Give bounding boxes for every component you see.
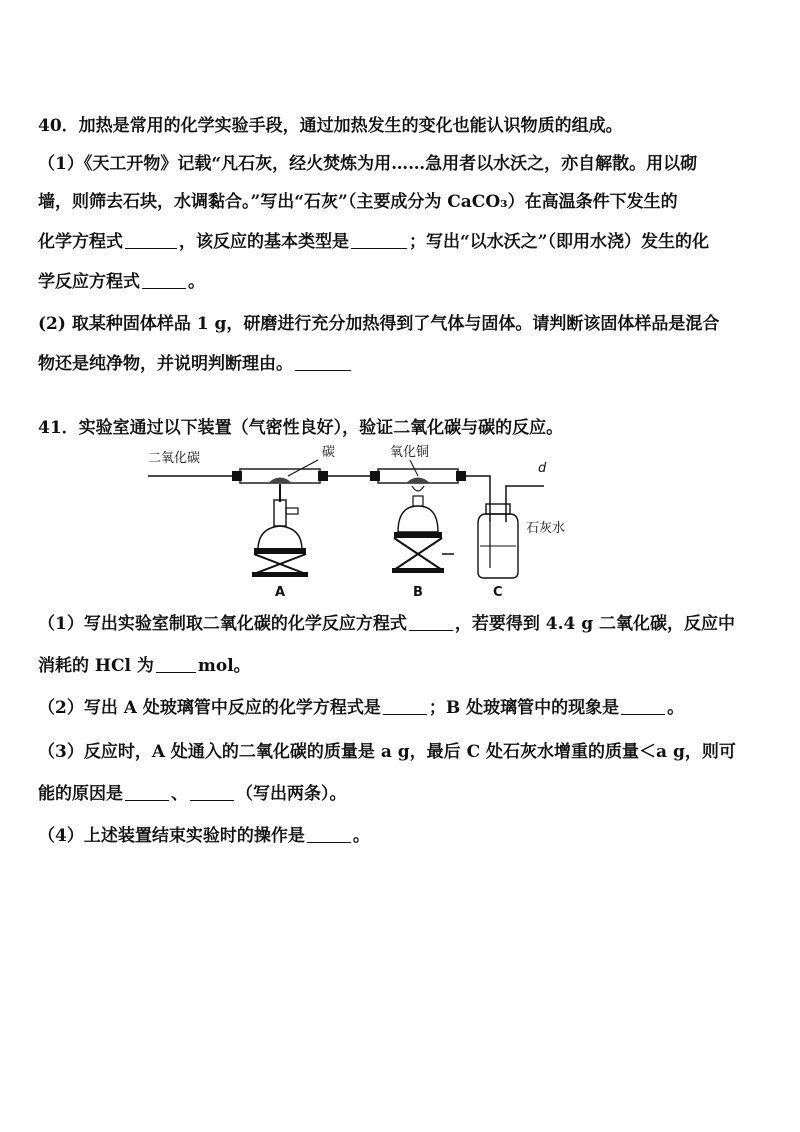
q41-text: （2）写出 A 处玻璃管中反应的化学方程式是 xyxy=(38,698,381,718)
q41-text: （4）上述装置结束实验时的操作是 xyxy=(38,826,305,846)
q41-text: 消耗的 HCl 为 xyxy=(38,656,154,676)
q41-text: ，若要得到 4.4 g 二氧化碳，反应中 xyxy=(454,614,736,634)
limewater-label: 石灰水 xyxy=(526,521,566,536)
q41-text: 。 xyxy=(352,826,370,846)
q41-part2 xyxy=(38,696,768,720)
q41-text: mol。 xyxy=(197,656,251,676)
burner-a xyxy=(252,484,308,577)
cuo-label: 氧化铜 xyxy=(390,445,430,460)
q40-part1-line3 xyxy=(38,230,768,254)
answer-blank[interactable] xyxy=(125,232,177,249)
q40-part2-line1: (2) 取某种固体样品 1 g，研磨进行充分加热得到了气体与固体。请判断该固体样品是混合 xyxy=(38,314,720,334)
q40-text: ；写出“以水沃之”（即用水浇）发生的化 xyxy=(409,232,710,252)
q40-text: 化学方程式 xyxy=(38,232,123,252)
q40-text: 。 xyxy=(188,272,205,292)
bottle-c xyxy=(478,504,518,578)
answer-blank[interactable] xyxy=(190,784,234,801)
answer-blank[interactable] xyxy=(409,614,453,631)
q41-part4 xyxy=(38,824,768,848)
q41-text: （写出两条）。 xyxy=(236,784,347,804)
tube-a xyxy=(232,469,328,483)
apparatus-diagram xyxy=(140,440,566,600)
q40-text: 物还是纯净物，并说明判断理由。 xyxy=(38,354,293,374)
answer-blank[interactable] xyxy=(307,826,351,843)
answer-blank[interactable] xyxy=(295,354,351,371)
q40-part1-line2: 墙，则筛去石块，水调黏合。”写出“石灰”（主要成分为 CaCO₃）在高温条件下发生的 xyxy=(38,192,678,212)
answer-blank[interactable] xyxy=(383,698,427,715)
outlet-d-label: d xyxy=(538,461,547,476)
q41-text: 能的原因是 xyxy=(38,784,123,804)
carbon-powder xyxy=(268,478,292,484)
q40-title: 40．加热是常用的化学实验手段，通过加热发生的变化也能认识物质的组成。 xyxy=(38,116,623,136)
answer-blank[interactable] xyxy=(142,272,186,289)
answer-blank[interactable] xyxy=(125,784,169,801)
co2-label: 二氧化碳 xyxy=(148,451,201,466)
label-b: B xyxy=(413,585,423,600)
copper-oxide xyxy=(406,478,430,484)
q40-part1-line1: （1）《天工开物》记载“凡石灰，经火焚炼为用……急用者以水沃之，亦自解散。用以砌 xyxy=(38,154,698,174)
q41-part3-line2 xyxy=(38,782,768,806)
q40-text: 学反应方程式 xyxy=(38,272,140,292)
q40-text: ，该反应的基本类型是 xyxy=(179,232,349,252)
q41-part3-line1: （3）反应时，A 处通入的二氧化碳的质量是 a g，最后 C 处石灰水增重的质量＜a g，则可 xyxy=(38,742,736,762)
q41-part1-line2 xyxy=(38,654,768,678)
burner-b xyxy=(392,486,454,573)
q40-part1-line4 xyxy=(38,270,768,294)
q41-text: 、 xyxy=(171,784,188,804)
label-c: C xyxy=(493,585,503,600)
q41-title: 41．实验室通过以下装置（气密性良好），验证二氧化碳与碳的反应。 xyxy=(38,418,564,438)
q41-text: 。 xyxy=(667,698,685,718)
q41-part1-line1 xyxy=(38,612,768,636)
label-a: A xyxy=(275,585,286,600)
q41-text: （1）写出实验室制取二氧化碳的化学反应方程式 xyxy=(38,614,407,634)
q40-part2-line2 xyxy=(38,352,768,376)
carbon-label: 碳 xyxy=(322,445,336,460)
answer-blank[interactable] xyxy=(351,232,407,249)
answer-blank[interactable] xyxy=(621,698,665,715)
answer-blank[interactable] xyxy=(156,656,196,673)
q41-text: ；B 处玻璃管中的现象是 xyxy=(428,698,620,718)
